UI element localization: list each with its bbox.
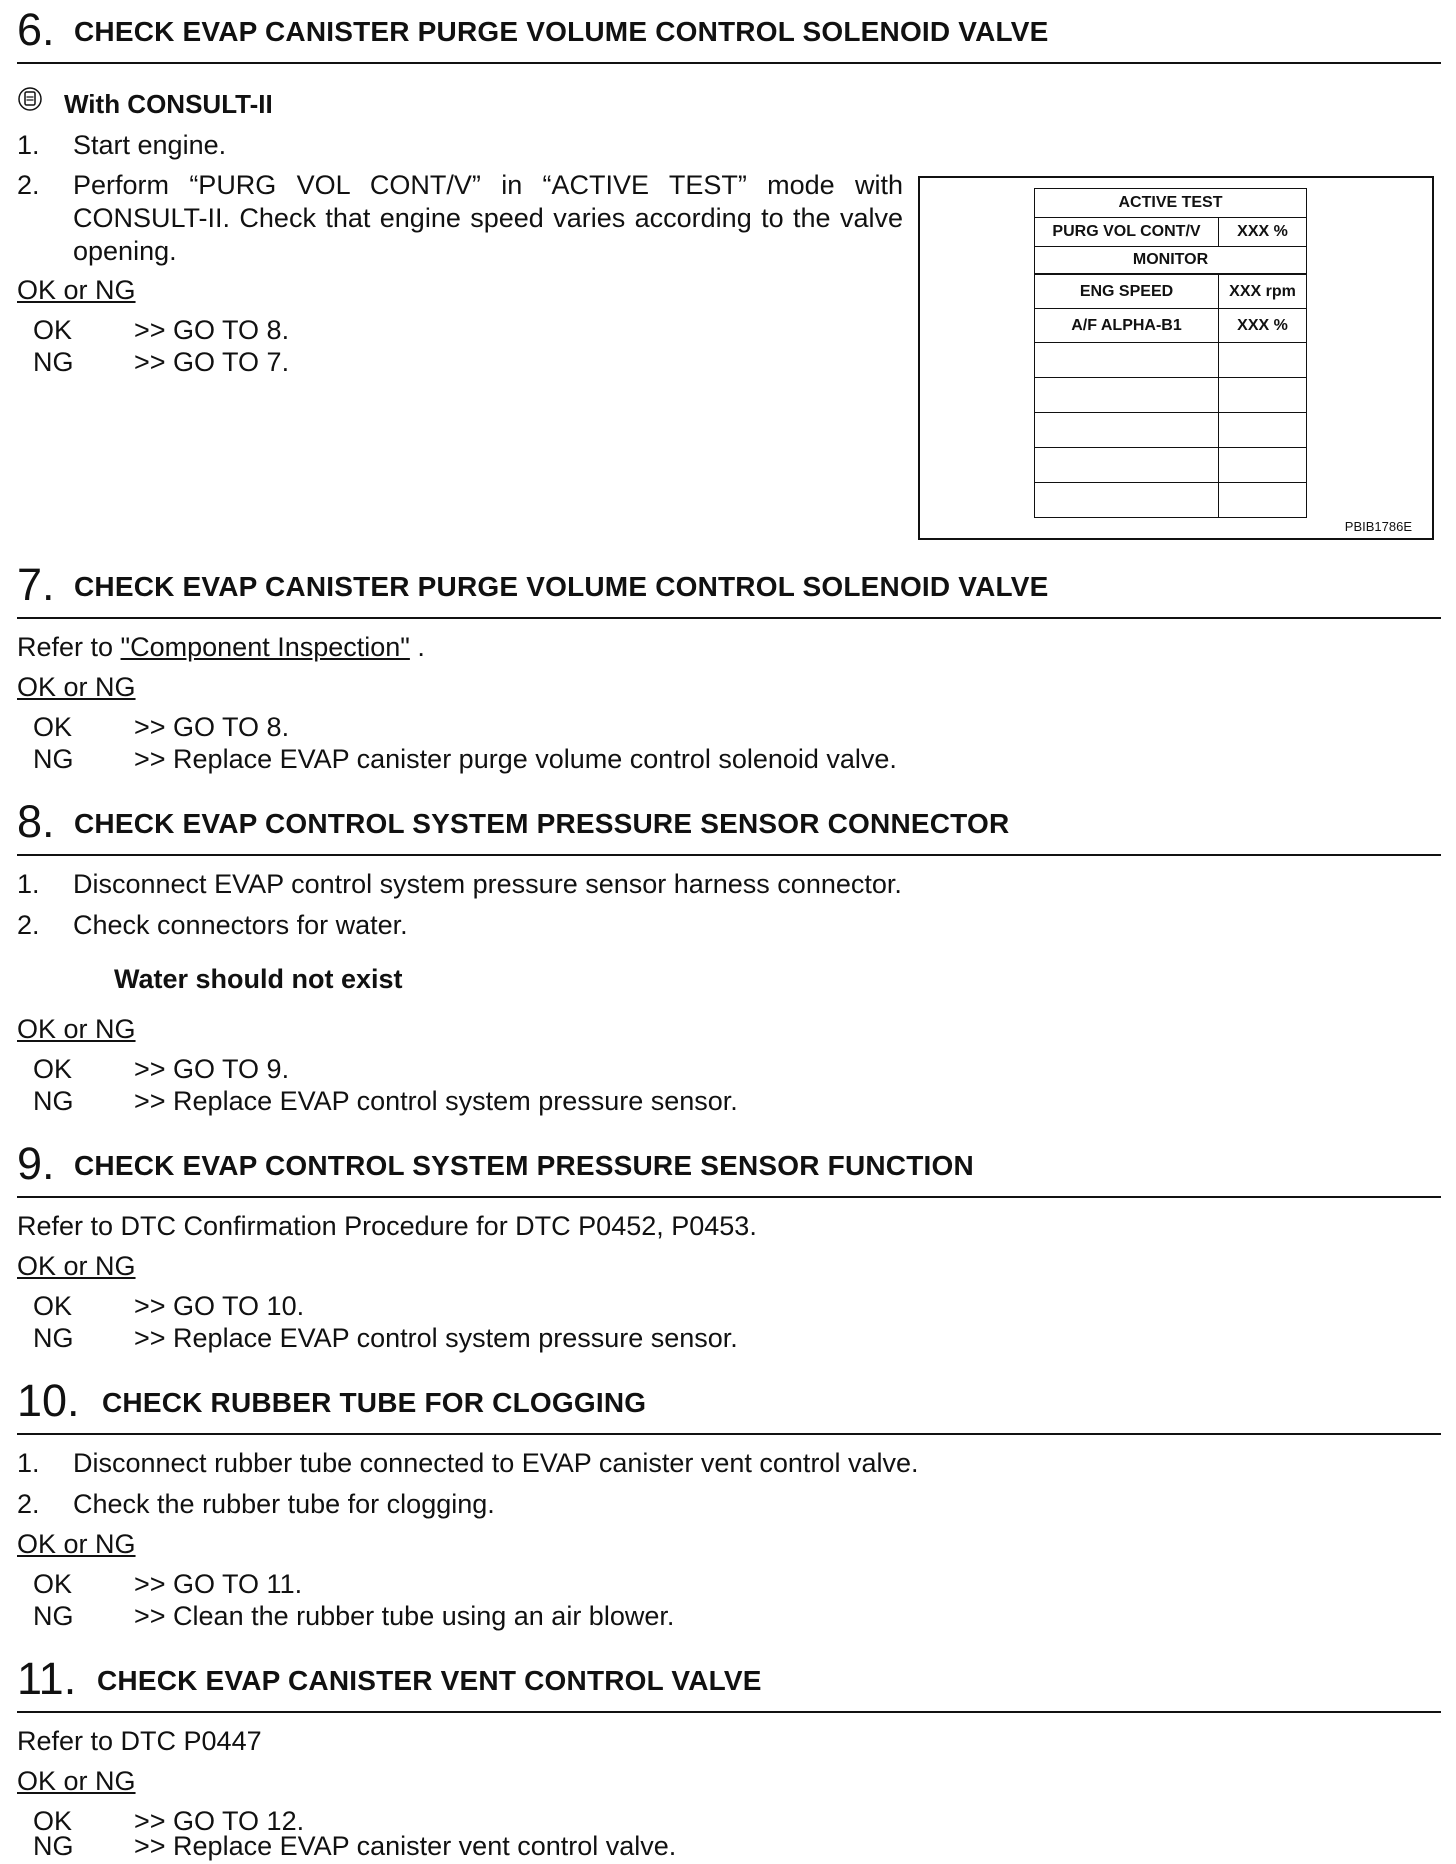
section-title: CHECK RUBBER TUBE FOR CLOGGING xyxy=(102,1387,647,1418)
empty-cell xyxy=(1219,483,1307,518)
step-text: Disconnect rubber tube connected to EVAP canister vent control valve. xyxy=(73,1448,919,1478)
section-6-header xyxy=(17,4,1441,64)
refer-suffix: . xyxy=(409,632,425,662)
step-text: Disconnect EVAP control system pressure sensor harness connector. xyxy=(73,869,902,899)
ng-action: >> Replace EVAP canister vent control valve. xyxy=(134,1831,677,1861)
refer-text: Refer to DTC Confirmation Procedure for DTC P0452, P0453. xyxy=(17,1211,757,1241)
ok-response xyxy=(33,314,433,347)
ok-action: >> GO TO 11. xyxy=(134,1569,303,1599)
empty-cell xyxy=(1035,343,1219,378)
monitor-header: MONITOR xyxy=(1035,247,1307,275)
section-title: CHECK EVAP CANISTER VENT CONTROL VALVE xyxy=(97,1665,762,1696)
step-text: Start engine. xyxy=(73,130,227,160)
step-number: 1. xyxy=(17,1448,40,1478)
ok-action: >> GO TO 10. xyxy=(134,1291,305,1321)
ok-action: >> GO TO 9. xyxy=(134,1054,290,1084)
ok-action: >> GO TO 12. xyxy=(134,1806,305,1836)
section-title: CHECK EVAP CONTROL SYSTEM PRESSURE SENSOR CONNECTOR xyxy=(74,808,1010,839)
active-test-figure xyxy=(918,176,1434,540)
ng-action: >> Replace EVAP control system pressure sensor. xyxy=(134,1323,738,1353)
ng-response xyxy=(33,743,1033,776)
section-11-header xyxy=(17,1653,1441,1713)
empty-cell xyxy=(1219,343,1307,378)
ok-or-ng-label: OK or NG xyxy=(17,275,136,305)
refer-text xyxy=(17,631,425,664)
section-number: 11. xyxy=(17,1653,77,1704)
empty-cell xyxy=(1219,448,1307,483)
empty-cell xyxy=(1219,378,1307,413)
step-number: 2. xyxy=(17,170,40,200)
empty-cell xyxy=(1035,448,1219,483)
ok-or-ng-label: OK or NG xyxy=(17,1014,136,1044)
section-number: 8. xyxy=(17,796,55,847)
section-number: 10. xyxy=(17,1375,80,1426)
ok-response xyxy=(33,1568,1033,1601)
ng-response xyxy=(33,1085,1033,1118)
consult-ii-icon xyxy=(17,86,43,112)
refer-prefix: Refer to xyxy=(17,632,121,662)
ok-label: OK xyxy=(33,1291,73,1321)
ok-or-ng-label: OK or NG xyxy=(17,1766,136,1796)
ok-label: OK xyxy=(33,315,73,345)
section-title: CHECK EVAP CANISTER PURGE VOLUME CONTROL SOLENOID VALVE xyxy=(74,571,1049,602)
empty-cell xyxy=(1035,483,1219,518)
ok-response xyxy=(33,711,1033,744)
section-number: 9. xyxy=(17,1138,55,1189)
ng-response xyxy=(33,1322,1033,1355)
empty-cell xyxy=(1219,413,1307,448)
ng-response xyxy=(33,346,433,379)
section-7-header xyxy=(17,559,1441,619)
section-9-header xyxy=(17,1138,1441,1198)
component-inspection-link[interactable]: "Component Inspection" xyxy=(120,632,410,662)
step-text: Check the rubber tube for clogging. xyxy=(73,1489,495,1519)
figure-id: PBIB1786E xyxy=(1344,519,1412,534)
ng-response xyxy=(33,1600,1033,1633)
empty-cell xyxy=(1035,413,1219,448)
section-10-header xyxy=(17,1375,1441,1435)
ok-or-ng-label: OK or NG xyxy=(17,1529,136,1559)
ok-response xyxy=(33,1053,1033,1086)
section-8-header xyxy=(17,796,1441,856)
empty-cell xyxy=(1035,378,1219,413)
section-number: 7. xyxy=(17,559,55,610)
ok-label: OK xyxy=(33,712,73,742)
ng-label: NG xyxy=(33,1831,74,1861)
ng-label: NG xyxy=(33,1086,74,1116)
ok-or-ng-label: OK or NG xyxy=(17,1251,136,1281)
refer-text: Refer to DTC P0447 xyxy=(17,1726,262,1756)
ok-label: OK xyxy=(33,1806,73,1836)
step-number: 2. xyxy=(17,1489,40,1519)
ng-label: NG xyxy=(33,347,74,377)
eng-speed-label: ENG SPEED xyxy=(1035,274,1219,309)
ng-action: >> Replace EVAP control system pressure sensor. xyxy=(134,1086,738,1116)
purg-vol-value: XXX % xyxy=(1219,218,1307,247)
purg-vol-label: PURG VOL CONT/V xyxy=(1035,218,1219,247)
af-alpha-label: A/F ALPHA-B1 xyxy=(1035,309,1219,343)
ok-action: >> GO TO 8. xyxy=(134,712,290,742)
ok-action: >> GO TO 8. xyxy=(134,315,290,345)
ng-label: NG xyxy=(33,1323,74,1353)
step-text: Check connectors for water. xyxy=(73,910,408,940)
ng-label: NG xyxy=(33,744,74,774)
active-test-header: ACTIVE TEST xyxy=(1035,189,1307,218)
ng-label: NG xyxy=(33,1601,74,1631)
section-number: 6. xyxy=(17,4,55,55)
eng-speed-value: XXX rpm xyxy=(1219,274,1307,309)
ok-response xyxy=(33,1290,1033,1323)
af-alpha-value: XXX % xyxy=(1219,309,1307,343)
ok-label: OK xyxy=(33,1054,73,1084)
step-number: 1. xyxy=(17,869,40,899)
section-title: CHECK EVAP CONTROL SYSTEM PRESSURE SENSOR FUNCTION xyxy=(74,1150,974,1181)
step-text: Perform “PURG VOL CONT/V” in “ACTIVE TEST” mode with CONSULT-II. Check that engine speed varies according to the valve opening. xyxy=(73,170,903,266)
ng-action: >> Replace EVAP canister purge volume control solenoid valve. xyxy=(134,744,897,774)
active-test-table xyxy=(1034,188,1307,518)
ng-action: >> Clean the rubber tube using an air blower. xyxy=(134,1601,675,1631)
ok-or-ng-label: OK or NG xyxy=(17,672,136,702)
ng-response xyxy=(33,1830,1033,1863)
consult-label: With CONSULT-II xyxy=(64,89,273,119)
step-number: 1. xyxy=(17,130,40,160)
section-title: CHECK EVAP CANISTER PURGE VOLUME CONTROL SOLENOID VALVE xyxy=(74,16,1049,47)
ng-action: >> GO TO 7. xyxy=(134,347,290,377)
step-number: 2. xyxy=(17,910,40,940)
ok-label: OK xyxy=(33,1569,73,1599)
note-text: Water should not exist xyxy=(114,964,403,994)
